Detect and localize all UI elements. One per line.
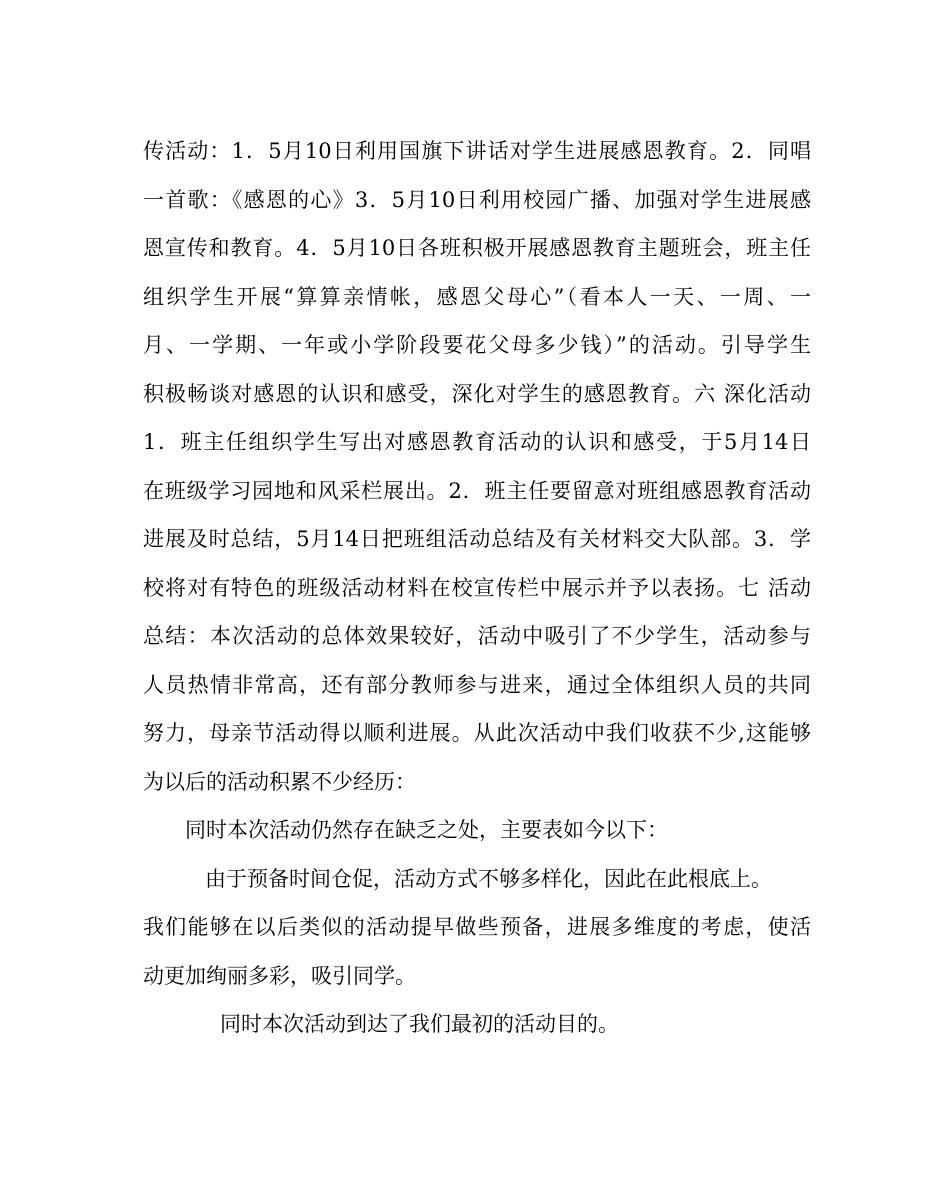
- text-line: 恩宣传和教育。4．5月10日各班积极开展感恩教育主题班会，班主任: [143, 236, 811, 260]
- text-line: 努力，母亲节活动得以顺利进展。从此次活动中我们收获不少,这能够: [143, 721, 811, 745]
- text-line: 在班级学习园地和风采栏展出。2．班主任要留意对班组感恩教育活动: [143, 478, 811, 503]
- paragraph-line: 由于预备时间仓促，活动方式不够多样化，因此在此根底上。: [205, 866, 772, 891]
- text-line: 月、一学期、一年或小学阶段要花父母多少钱）”的活动。引导学生: [143, 333, 811, 357]
- text-line: 组织学生开展“算算亲情帐，感恩父母心”（看本人一天、一周、一: [143, 284, 811, 309]
- text-line: 积极畅谈对感恩的认识和感受，深化对学生的感恩教育。六 深化活动: [143, 381, 811, 406]
- text-line: 一首歌：《感恩的心》3．5月10日利用校园广播、加强对学生进展感: [143, 187, 811, 212]
- text-line: 人员热情非常高，还有部分教师参与进来，通过全体组织人员的共同: [143, 672, 811, 697]
- text-line: 为以后的活动积累不少经历：: [143, 769, 416, 794]
- text-line: 传活动：1．5月10日利用国旗下讲话对学生进展感恩教育。2．同唱: [143, 139, 811, 163]
- text-line: 动更加绚丽多彩，吸引同学。: [143, 963, 416, 988]
- text-line: 我们能够在以后类似的活动提早做些预备，进展多维度的考虑，使活: [143, 915, 811, 939]
- text-line: 校将对有特色的班级活动材料在校宣传栏中展示并予以表扬。七 活动: [143, 575, 811, 600]
- paragraph-line: 同时本次活动仍然存在缺乏之处，主要表如今以下：: [185, 818, 668, 842]
- text-line: 1．班主任组织学生写出对感恩教育活动的认识和感受，于5月14日: [143, 430, 811, 454]
- paragraph-line: 同时本次活动到达了我们最初的活动目的。: [220, 1012, 619, 1036]
- text-line: 总结：本次活动的总体效果较好，活动中吸引了不少学生，活动参与: [143, 624, 811, 648]
- text-line: 进展及时总结，5月14日把班组活动总结及有关材料交大队部。3．学: [143, 527, 811, 551]
- body-text: [143, 127, 811, 1049]
